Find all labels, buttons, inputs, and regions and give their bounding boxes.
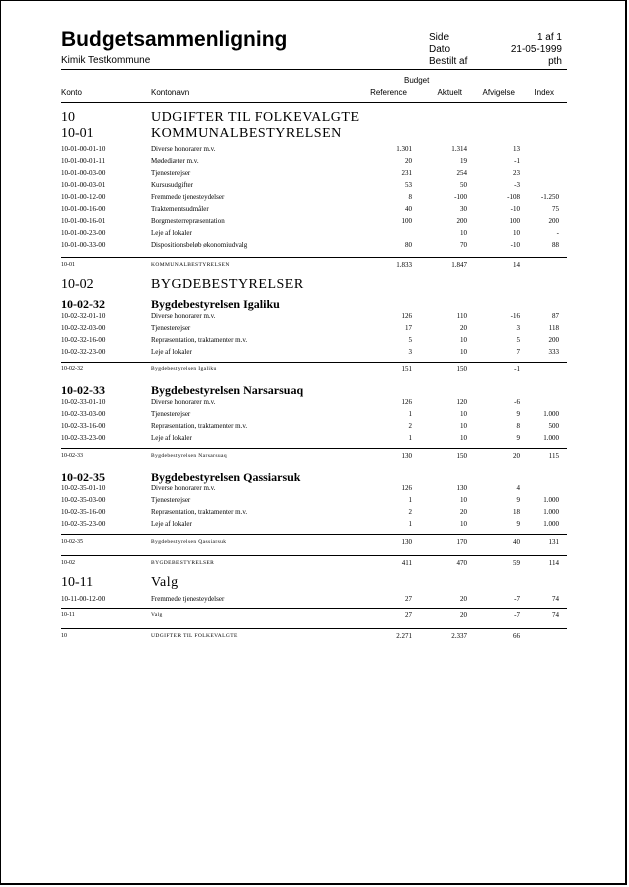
col-head-reference: Reference xyxy=(370,88,407,97)
table-row xyxy=(61,410,567,422)
cell-konto: 10-11-00-12-00 xyxy=(61,595,106,603)
cell-afvigelse: 40 xyxy=(513,538,520,546)
cell-aktuelt: 20 xyxy=(460,324,467,332)
cell-aktuelt: 50 xyxy=(460,181,467,189)
cell-reference: 27 xyxy=(405,611,412,619)
cell-aktuelt: 170 xyxy=(456,538,467,546)
cell-kontonavn: Diverse honorarer m.v. xyxy=(151,398,216,406)
table-row xyxy=(61,348,567,360)
cell-kontonavn: Bygdebestyrelsen Narsarsuaq xyxy=(151,453,228,459)
cell-kontonavn: Diverse honorarer m.v. xyxy=(151,145,216,153)
cell-reference: 2 xyxy=(408,508,412,516)
cell-reference: 126 xyxy=(401,312,412,320)
cell-konto: 10-02-32-03-00 xyxy=(61,324,106,332)
group-code: 10 xyxy=(61,110,75,125)
table-row xyxy=(61,145,567,157)
table-row xyxy=(61,229,567,241)
cell-kontonavn: Leje af lokaler xyxy=(151,520,192,528)
cell-index: 1.000 xyxy=(543,496,559,504)
cell-kontonavn: Repræsentation, traktamenter m.v. xyxy=(151,508,248,516)
group-code: 10-02 xyxy=(61,277,94,292)
cell-kontonavn: Tjenesterejser xyxy=(151,169,191,177)
report-subtitle: Kimik Testkommune xyxy=(61,55,151,66)
total-row xyxy=(61,632,567,644)
header-rule xyxy=(61,69,567,70)
cell-afvigelse: 13 xyxy=(513,145,520,153)
cell-index: 1.000 xyxy=(543,410,559,418)
cell-afvigelse: 8 xyxy=(516,422,520,430)
cell-index: 74 xyxy=(552,595,559,603)
cell-reference: 3 xyxy=(408,348,412,356)
cell-aktuelt: 30 xyxy=(460,205,467,213)
cell-afvigelse: 20 xyxy=(513,452,520,460)
cell-konto: 10-02-33-01-10 xyxy=(61,398,106,406)
cell-kontonavn: Mødediæter m.v. xyxy=(151,157,199,165)
cell-index: 333 xyxy=(548,348,559,356)
cell-reference: 100 xyxy=(401,217,412,225)
cell-konto: 10 xyxy=(61,633,67,639)
cell-aktuelt: 20 xyxy=(460,611,467,619)
cell-reference: 126 xyxy=(401,484,412,492)
table-row xyxy=(61,169,567,181)
cell-kontonavn: Fremmede tjenesteydelser xyxy=(151,193,225,201)
report-title: Budgetsammenligning xyxy=(61,28,288,51)
cell-index: 88 xyxy=(552,241,559,249)
cell-konto: 10-02-32 xyxy=(61,366,83,372)
cell-kontonavn: Repræsentation, traktamenter m.v. xyxy=(151,422,248,430)
cell-kontonavn: Leje af lokaler xyxy=(151,348,192,356)
group-code: 10-02-32 xyxy=(61,297,105,311)
table-row xyxy=(61,157,567,169)
subtotal-rule xyxy=(61,608,567,609)
table-row xyxy=(61,434,567,446)
cell-kontonavn: Bygdebestyrelsen Igaliku xyxy=(151,366,217,372)
cell-kontonavn: Tjenesterejser xyxy=(151,324,191,332)
cell-reference: 1 xyxy=(408,434,412,442)
cell-kontonavn: UDGIFTER TIL FOLKEVALGTE xyxy=(151,633,238,639)
meta-value-bestilt: pth xyxy=(548,56,562,67)
subtotal-rule xyxy=(61,555,567,556)
meta-label-dato: Dato xyxy=(429,44,451,55)
cell-kontonavn: Traktementsudmåler xyxy=(151,205,209,213)
subtotal-rule xyxy=(61,448,567,449)
cell-afvigelse: 9 xyxy=(516,410,520,418)
cell-afvigelse: 4 xyxy=(516,484,520,492)
cell-kontonavn: Diverse honorarer m.v. xyxy=(151,312,216,320)
cell-reference: 411 xyxy=(401,559,412,567)
cell-kontonavn: BYGDEBESTYRELSER xyxy=(151,560,215,566)
group-name: Bygdebestyrelsen Narsarsuaq xyxy=(151,383,304,397)
cell-kontonavn: Leje af lokaler xyxy=(151,229,192,237)
cell-aktuelt: 2.337 xyxy=(451,632,467,640)
cell-reference: 80 xyxy=(405,241,412,249)
cell-aktuelt: 130 xyxy=(456,484,467,492)
cell-konto: 10-01-00-01-11 xyxy=(61,157,106,165)
cell-index: 200 xyxy=(548,336,559,344)
cell-reference: 53 xyxy=(405,181,412,189)
table-row xyxy=(61,484,567,496)
cell-afvigelse: 14 xyxy=(513,261,520,269)
table-row xyxy=(61,193,567,205)
group-name: BYGDEBESTYRELSER xyxy=(151,277,304,292)
group-code: 10-02-35 xyxy=(61,470,105,484)
cell-index: 118 xyxy=(548,324,559,332)
cell-aktuelt: 70 xyxy=(460,241,467,249)
cell-afvigelse: 23 xyxy=(513,169,520,177)
cell-aktuelt: 470 xyxy=(456,559,467,567)
cell-reference: 1.301 xyxy=(396,145,412,153)
subtotal-row xyxy=(61,365,567,377)
cell-konto: 10-02-35-16-00 xyxy=(61,508,106,516)
cell-index: 74 xyxy=(552,611,559,619)
cell-index: 200 xyxy=(548,217,559,225)
cell-afvigelse: 59 xyxy=(513,559,520,567)
cell-aktuelt: 10 xyxy=(460,422,467,430)
cell-aktuelt: 10 xyxy=(460,410,467,418)
cell-konto: 10-02-33-16-00 xyxy=(61,422,106,430)
cell-index: 500 xyxy=(548,422,559,430)
cell-reference: 2.271 xyxy=(396,632,412,640)
cell-konto: 10-01-00-16-00 xyxy=(61,205,106,213)
group-name: KOMMUNALBESTYRELSEN xyxy=(151,126,342,141)
cell-konto: 10-01-00-16-01 xyxy=(61,217,106,225)
cell-konto: 10-02-32-23-00 xyxy=(61,348,106,356)
col-head-konto: Konto xyxy=(61,88,82,97)
table-row xyxy=(61,520,567,532)
cell-konto: 10-02-35-23-00 xyxy=(61,520,106,528)
subtotal-row xyxy=(61,538,567,550)
cell-kontonavn: Diverse honorarer m.v. xyxy=(151,484,216,492)
cell-index: - xyxy=(556,229,559,237)
cell-reference: 126 xyxy=(401,398,412,406)
cell-afvigelse: -3 xyxy=(514,181,520,189)
cell-afvigelse: 9 xyxy=(516,520,520,528)
cell-kontonavn: Fremmede tjenesteydelser xyxy=(151,595,225,603)
cell-aktuelt: 120 xyxy=(456,398,467,406)
group-name: Valg xyxy=(151,575,179,590)
cell-konto: 10-02-33-23-00 xyxy=(61,434,106,442)
cell-aktuelt: 10 xyxy=(460,434,467,442)
meta-label-side: Side xyxy=(429,32,450,43)
cell-konto: 10-01 xyxy=(61,262,75,268)
table-row xyxy=(61,324,567,336)
cell-afvigelse: -108 xyxy=(507,193,520,201)
cell-index: 1.000 xyxy=(543,520,559,528)
cell-afvigelse: -10 xyxy=(510,241,520,249)
cell-index: 115 xyxy=(548,452,559,460)
group-name: UDGIFTER TIL FOLKEVALGTE xyxy=(151,110,360,125)
col-head-budget: Budget xyxy=(404,76,430,85)
cell-afvigelse: -7 xyxy=(514,611,520,619)
cell-afvigelse: 7 xyxy=(516,348,520,356)
group-code: 10-11 xyxy=(61,575,94,590)
cell-kontonavn: Valg xyxy=(151,612,163,618)
cell-reference: 5 xyxy=(408,336,412,344)
cell-aktuelt: 254 xyxy=(456,169,467,177)
cell-kontonavn: Bygdebestyrelsen Qassiarsuk xyxy=(151,539,227,545)
cell-aktuelt: 10 xyxy=(460,229,467,237)
cell-aktuelt: 10 xyxy=(460,336,467,344)
subtotal-rule xyxy=(61,534,567,535)
subtotal-row xyxy=(61,559,567,571)
cell-aktuelt: 19 xyxy=(460,157,467,165)
cell-kontonavn: Repræsentation, traktamenter m.v. xyxy=(151,336,248,344)
cell-aktuelt: 150 xyxy=(456,452,467,460)
group-code: 10-01 xyxy=(61,126,94,141)
cell-reference: 27 xyxy=(405,595,412,603)
group-name: Bygdebestyrelsen Qassiarsuk xyxy=(151,470,301,484)
cell-afvigelse: 100 xyxy=(509,217,520,225)
cell-afvigelse: 5 xyxy=(516,336,520,344)
cell-konto: 10-02-33-03-00 xyxy=(61,410,106,418)
col-head-afvigelse: Afvigelse xyxy=(482,88,515,97)
cell-konto: 10-01-00-03-01 xyxy=(61,181,106,189)
cell-kontonavn: Dispositionsbeløb økonomiudvalg xyxy=(151,241,248,249)
table-row xyxy=(61,336,567,348)
cell-konto: 10-02-33 xyxy=(61,453,83,459)
cell-kontonavn: Tjenesterejser xyxy=(151,496,191,504)
total-rule xyxy=(61,628,567,629)
cell-reference: 2 xyxy=(408,422,412,430)
table-row xyxy=(61,422,567,434)
cell-kontonavn: Tjenesterejser xyxy=(151,410,191,418)
cell-index: 75 xyxy=(552,205,559,213)
cell-index: 114 xyxy=(548,559,559,567)
table-row xyxy=(61,398,567,410)
cell-reference: 130 xyxy=(401,538,412,546)
cell-aktuelt: 20 xyxy=(460,595,467,603)
cell-reference: 1 xyxy=(408,520,412,528)
cell-afvigelse: 9 xyxy=(516,496,520,504)
subtotal-row xyxy=(61,452,567,464)
cell-reference: 8 xyxy=(408,193,412,201)
cell-konto: 10-02-35-01-10 xyxy=(61,484,106,492)
cell-index: 1.000 xyxy=(543,434,559,442)
cell-kontonavn: Leje af lokaler xyxy=(151,434,192,442)
cell-afvigelse: -7 xyxy=(514,595,520,603)
cell-aktuelt: 1.314 xyxy=(451,145,467,153)
cell-aktuelt: -100 xyxy=(454,193,467,201)
cell-aktuelt: 10 xyxy=(460,520,467,528)
cell-aktuelt: 150 xyxy=(456,365,467,373)
table-row xyxy=(61,241,567,253)
cell-index: 87 xyxy=(552,312,559,320)
cell-afvigelse: 3 xyxy=(516,324,520,332)
table-row xyxy=(61,508,567,520)
group-name: Bygdebestyrelsen Igaliku xyxy=(151,297,280,311)
cell-afvigelse: -16 xyxy=(510,312,520,320)
cell-afvigelse: 18 xyxy=(513,508,520,516)
table-row xyxy=(61,217,567,229)
cell-aktuelt: 10 xyxy=(460,348,467,356)
cell-konto: 10-02 xyxy=(61,560,75,566)
cell-index: 1.000 xyxy=(543,508,559,516)
cell-konto: 10-02-32-16-00 xyxy=(61,336,106,344)
subtotal-rule xyxy=(61,362,567,363)
cell-aktuelt: 20 xyxy=(460,508,467,516)
cell-aktuelt: 110 xyxy=(456,312,467,320)
subtotal-row xyxy=(61,261,567,273)
cell-aktuelt: 1.847 xyxy=(451,261,467,269)
table-row xyxy=(61,312,567,324)
cell-reference: 20 xyxy=(405,157,412,165)
cell-kontonavn: Borgmesterrepræsentation xyxy=(151,217,225,225)
cell-aktuelt: 200 xyxy=(456,217,467,225)
cell-konto: 10-01-00-23-00 xyxy=(61,229,106,237)
cell-konto: 10-02-35-03-00 xyxy=(61,496,106,504)
col-head-index: Index xyxy=(534,88,554,97)
table-row xyxy=(61,496,567,508)
cell-reference: 1 xyxy=(408,410,412,418)
cell-afvigelse: 66 xyxy=(513,632,520,640)
cell-konto: 10-01-00-01-10 xyxy=(61,145,106,153)
cell-reference: 130 xyxy=(401,452,412,460)
meta-label-bestilt: Bestilt af xyxy=(429,56,468,67)
subtotal-rule xyxy=(61,257,567,258)
table-row xyxy=(61,595,567,607)
subtotal-row xyxy=(61,611,567,623)
cell-aktuelt: 10 xyxy=(460,496,467,504)
cell-afvigelse: -1 xyxy=(514,157,520,165)
table-row xyxy=(61,181,567,193)
cell-index: 131 xyxy=(548,538,559,546)
meta-value-side: 1 af 1 xyxy=(536,32,562,43)
cell-konto: 10-02-32-01-10 xyxy=(61,312,106,320)
cell-afvigelse: 10 xyxy=(513,229,520,237)
cell-afvigelse: -6 xyxy=(514,398,520,406)
cell-reference: 1 xyxy=(408,496,412,504)
cell-konto: 10-11 xyxy=(61,612,75,618)
cell-konto: 10-01-00-12-00 xyxy=(61,193,106,201)
cell-index: -1.250 xyxy=(540,193,559,201)
cell-kontonavn: KOMMUNALBESTYRELSEN xyxy=(151,262,230,268)
cell-konto: 10-01-00-03-00 xyxy=(61,169,106,177)
cell-reference: 231 xyxy=(401,169,412,177)
cell-konto: 10-02-35 xyxy=(61,539,83,545)
meta-value-dato: 21-05-1999 xyxy=(510,44,562,55)
table-row xyxy=(61,205,567,217)
cell-konto: 10-01-00-33-00 xyxy=(61,241,106,249)
cell-afvigelse: 9 xyxy=(516,434,520,442)
cell-kontonavn: Kursusudgifter xyxy=(151,181,193,189)
group-code: 10-02-33 xyxy=(61,383,105,397)
col-head-kontonavn: Kontonavn xyxy=(151,88,190,97)
cell-reference: 151 xyxy=(401,365,412,373)
column-header-rule xyxy=(61,102,567,103)
col-head-aktuelt: Aktuelt xyxy=(437,88,462,97)
cell-reference: 1.833 xyxy=(396,261,412,269)
cell-reference: 40 xyxy=(405,205,412,213)
cell-afvigelse: -1 xyxy=(514,365,520,373)
cell-reference: 17 xyxy=(405,324,412,332)
cell-afvigelse: -10 xyxy=(510,205,520,213)
